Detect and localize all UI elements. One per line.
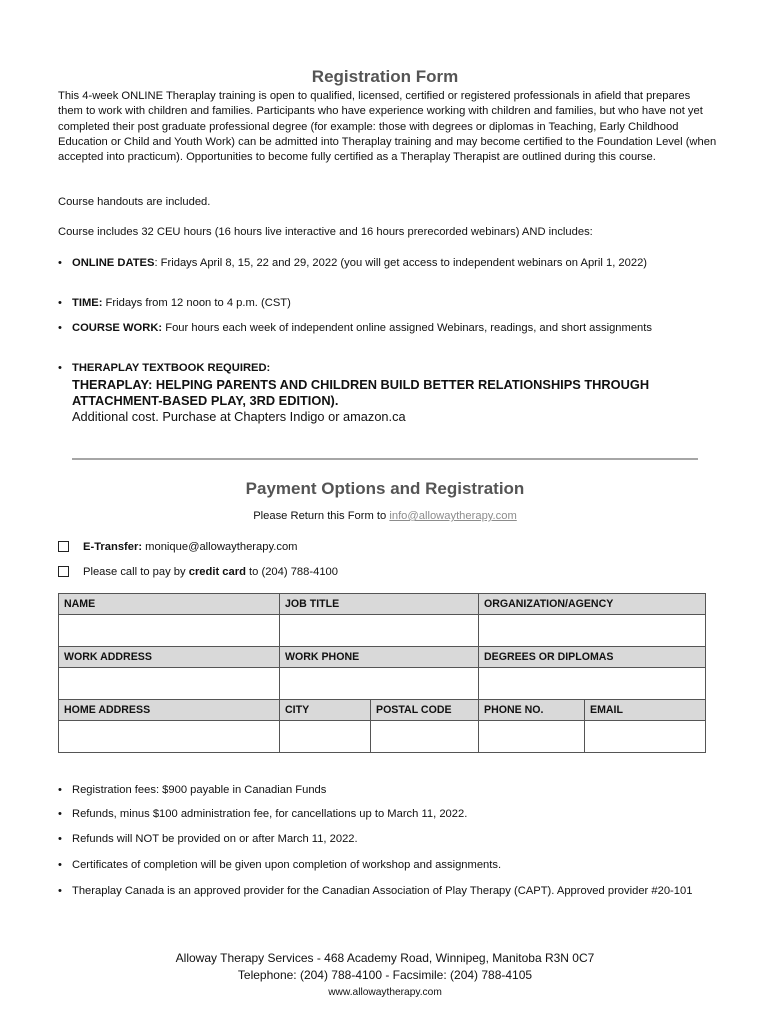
section-divider: [72, 458, 698, 460]
phone-field[interactable]: [479, 721, 585, 753]
return-text: Please Return this Form to: [253, 510, 390, 522]
etransfer-label: E-Transfer:: [83, 541, 143, 553]
list-item: • Refunds, minus $100 administration fee, for cancellations up to March 11, 2022.: [58, 807, 712, 822]
etransfer-email: monique@allowaytherapy.com: [142, 541, 298, 553]
intro-paragraph: This 4-week ONLINE Theraplay training is open to qualified, licensed, certified or registered professionals in afield that prepares them to work with children and families. Participants who have experience working with children and families, but who have not yet completed their post graduate professional degree (for example: those with degrees or diplomas in Teaching, Early Childhood Education or Child and Youth Work) can be admitted into Theraplay training and may become certified to the Foundation Level (when accepted into practicum). Opportunities to become fully certified as a Theraplay Therapist are outlined during this course.: [58, 90, 717, 164]
degrees-header: DEGREES OR DIPLOMAS: [479, 647, 706, 668]
list-item: [58, 256, 712, 271]
handouts-note: Course handouts are included.: [58, 196, 211, 208]
email-field[interactable]: [585, 721, 706, 753]
name-header: NAME: [59, 594, 280, 615]
home-address-field[interactable]: [59, 721, 280, 753]
page-title: Registration Form: [311, 67, 459, 86]
time-text: Fridays from 12 noon to 4 p.m. (CST): [102, 297, 291, 309]
return-email-link[interactable]: info@allowaytherapy.com: [389, 510, 517, 522]
etransfer-checkbox[interactable]: [58, 541, 69, 552]
coursework-text: Four hours each week of independent online assigned Webinars, readings, and short assignments: [162, 322, 652, 334]
table-row: [59, 647, 706, 668]
work-phone-field[interactable]: [280, 668, 479, 700]
registration-table: [58, 593, 706, 753]
name-field[interactable]: [59, 615, 280, 647]
city-field[interactable]: [280, 721, 371, 753]
job-title-header: JOB TITLE: [280, 594, 479, 615]
work-address-header: WORK ADDRESS: [59, 647, 280, 668]
city-header: CITY: [280, 700, 371, 721]
list-item: • Registration fees: $900 payable in Canadian Funds: [58, 783, 712, 798]
return-instructions: [0, 510, 770, 522]
list-item: • Refunds will NOT be provided on or after March 11, 2022.: [58, 832, 712, 847]
postal-code-field[interactable]: [371, 721, 479, 753]
organization-header: ORGANIZATION/AGENCY: [479, 594, 706, 615]
postal-code-header: POSTAL CODE: [371, 700, 479, 721]
table-row: [59, 700, 706, 721]
time-label: TIME:: [72, 297, 103, 309]
dates-text: : Fridays April 8, 15, 22 and 29, 2022 (you will get access to independent webinars on April 1, 2022): [154, 257, 648, 269]
payment-heading: Payment Options and Registration: [245, 479, 525, 498]
table-row: [59, 721, 706, 753]
degrees-field[interactable]: [479, 668, 706, 700]
home-address-header: HOME ADDRESS: [59, 700, 280, 721]
phone-header: PHONE NO.: [479, 700, 585, 721]
textbook-title: THERAPLAY: HELPING PARENTS AND CHILDREN BUILD BETTER RELATIONSHIPS THROUGH ATTACHMENT-BASED PLAY, 3RD EDITION).: [72, 377, 650, 409]
work-address-field[interactable]: [59, 668, 280, 700]
list-item: • Theraplay Canada is an approved provider for the Canadian Association of Play Therapy (CAPT). Approved provider #20-101: [58, 884, 712, 899]
footer-website[interactable]: www.allowaytherapy.com: [328, 987, 442, 998]
list-item: • Certificates of completion will be given upon completion of workshop and assignments.: [58, 858, 712, 873]
dates-label: ONLINE DATES: [72, 257, 155, 269]
list-item: [58, 361, 712, 425]
textbook-note: Additional cost. Purchase at Chapters Indigo or amazon.ca: [72, 409, 406, 425]
call-prefix: Please call to pay by: [83, 566, 189, 578]
course-includes-note: Course includes 32 CEU hours (16 hours live interactive and 16 hours prerecorded webinars) AND includes:: [58, 226, 593, 238]
email-header: EMAIL: [585, 700, 706, 721]
footer-phone: Telephone: (204) 788-4100 - Facsimile: (204) 788-4105: [237, 968, 533, 982]
work-phone-header: WORK PHONE: [280, 647, 479, 668]
etransfer-option[interactable]: [58, 539, 297, 555]
organization-field[interactable]: [479, 615, 706, 647]
footer-address: Alloway Therapy Services - 468 Academy Road, Winnipeg, Manitoba R3N 0C7: [175, 951, 595, 965]
textbook-label: THERAPLAY TEXTBOOK REQUIRED:: [72, 362, 271, 374]
call-suffix: to (204) 788-4100: [245, 566, 338, 578]
call-credit-card: credit card: [188, 566, 246, 578]
table-row: [59, 668, 706, 700]
table-row: [59, 594, 706, 615]
table-row: [59, 615, 706, 647]
job-title-field[interactable]: [280, 615, 479, 647]
credit-card-option[interactable]: [58, 564, 338, 580]
credit-card-checkbox[interactable]: [58, 566, 69, 577]
list-item: [58, 321, 712, 336]
coursework-label: COURSE WORK:: [72, 322, 163, 334]
list-item: [58, 296, 712, 311]
